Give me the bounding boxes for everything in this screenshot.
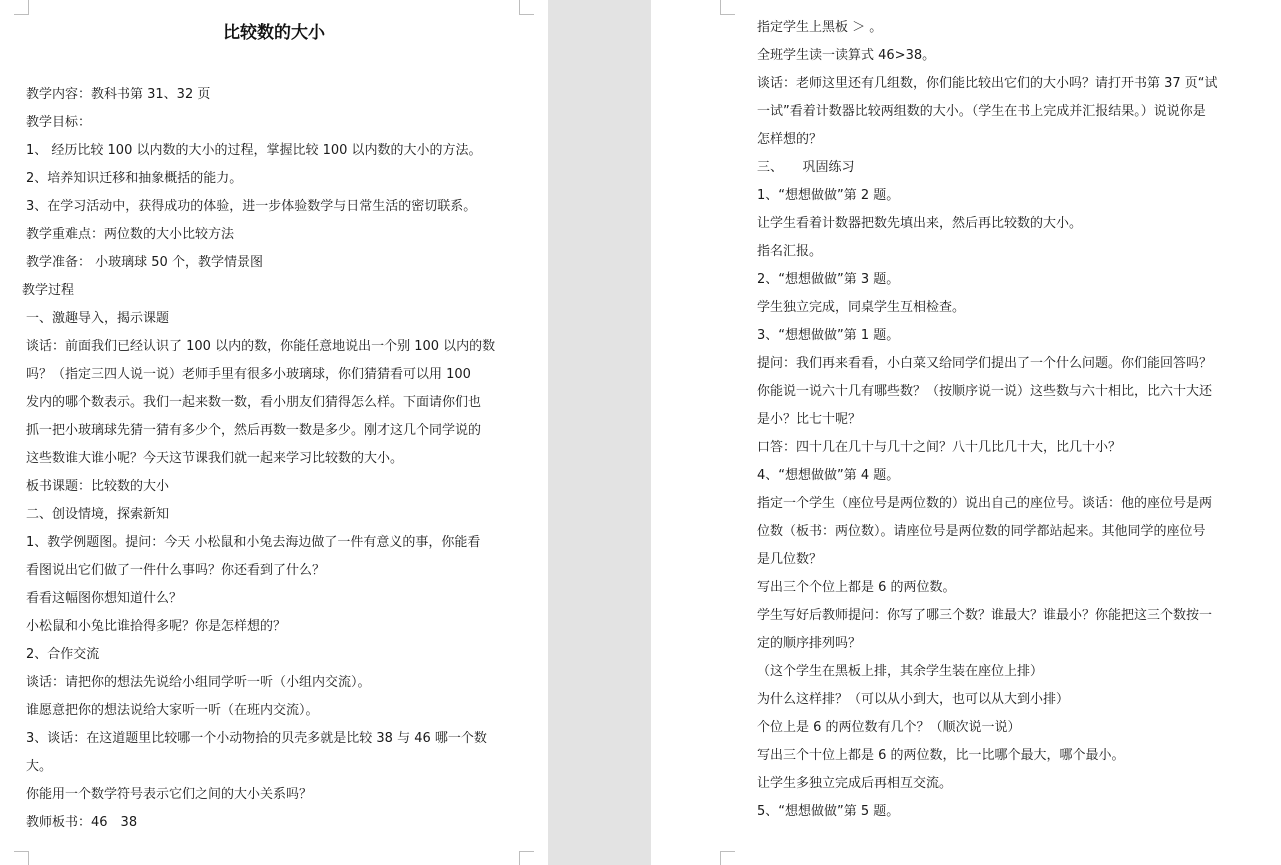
text-line: 全班学生读一读算式 46>38。 <box>757 48 936 63</box>
text-line: 学生独立完成，同桌学生互相检查。 <box>757 300 966 315</box>
text-line: 写出三个十位上都是 6 的两位数，比一比哪个最大，哪个最小。 <box>757 748 1125 763</box>
text-line: 1、 经历比较 100 以内数的大小的过程，掌握比较 100 以内数的大小的方法。 <box>26 143 482 158</box>
text-line: 2、合作交流 <box>26 647 100 662</box>
text-line: 3、谈话：在这道题里比较哪一个小动物拾的贝壳多就是比较 38 与 46 哪一个数 <box>26 731 487 746</box>
text-line: 你能用一个数学符号表示它们之间的大小关系吗？ <box>26 787 313 802</box>
page-1-body <box>22 81 531 837</box>
text-line: 为什么这样排？（可以从小到大，也可以从大到小排） <box>757 692 1070 707</box>
margin-corner-mark <box>519 0 534 15</box>
text-line: 大。 <box>26 759 53 774</box>
document-title: 比较数的大小 <box>223 23 325 43</box>
text-line: 教学重难点：两位数的大小比较方法 <box>26 227 235 242</box>
text-line: 指定学生上黑板 ＞ 。 <box>757 20 883 35</box>
text-line: 5、“想想做做”第 5 题。 <box>757 804 900 819</box>
text-line: 谈话：老师这里还有几组数，你们能比较出它们的大小吗？请打开书第 37 页“试 <box>757 76 1218 91</box>
text-line: 位数（板书：两位数）。请座位号是两位数的同学都站起来。其他同学的座位号 <box>757 524 1206 539</box>
text-line: 学生写好后教师提问：你写了哪三个数？谁最大？谁最小？你能把这三个数按一 <box>757 608 1213 623</box>
margin-corner-mark <box>14 0 29 15</box>
text-line: 指名汇报。 <box>757 244 823 259</box>
text-line: 谁愿意把你的想法说给大家听一听（在班内交流）。 <box>26 703 319 718</box>
text-line: 2、培养知识迁移和抽象概括的能力。 <box>26 171 243 186</box>
text-line: 是几位数？ <box>757 552 823 567</box>
text-line: 让学生看着计数器把数先填出来，然后再比较数的大小。 <box>757 216 1083 231</box>
text-line: 3、在学习活动中，获得成功的体验，进一步体验数学与日常生活的密切联系。 <box>26 199 477 214</box>
text-line: 4、“想想做做”第 4 题。 <box>757 468 900 483</box>
text-line: （这个学生在黑板上排，其余学生装在座位上排） <box>757 664 1044 679</box>
text-line: 这些数谁大谁小呢？今天这节课我们就一起来学习比较数的大小。 <box>26 451 404 466</box>
text-line: 让学生多独立完成后再相互交流。 <box>757 776 953 791</box>
text-line: 提问：我们再来看看，小白菜又给同学们提出了一个什么问题。你们能回答吗？ <box>757 356 1213 371</box>
margin-corner-mark <box>14 851 29 865</box>
text-line: 板书课题：比较数的大小 <box>26 479 170 494</box>
margin-corner-mark <box>720 851 735 865</box>
text-line: 抓一把小玻璃球先猜一猜有多少个，然后再数一数是多少。刚才这几个同学说的 <box>26 423 482 438</box>
text-line: 看看这幅图你想知道什么？ <box>26 591 183 606</box>
text-line: 教师板书：46 38 <box>26 815 138 830</box>
text-line: 定的顺序排列吗？ <box>757 636 862 651</box>
text-line: 是小？比七十呢？ <box>757 412 862 427</box>
text-line: 个位上是 6 的两位数有几个？（顺次说一说） <box>757 720 1021 735</box>
text-line: 谈话：请把你的想法先说给小组同学听一听（小组内交流）。 <box>26 675 371 690</box>
text-line: 谈话：前面我们已经认识了 100 以内的数，你能任意地说出一个别 100 以内的数 <box>26 339 496 354</box>
text-line: 教学准备： 小玻璃球 50 个，教学情景图 <box>26 255 263 270</box>
margin-corner-mark <box>519 851 534 865</box>
text-line: 1、教学例题图。提问：今天 小松鼠和小兔去海边做了一件有意义的事，你能看 <box>26 535 481 550</box>
document-page-2 <box>651 0 1281 865</box>
text-line: 口答：四十几在几十与几十之间？八十几比几十大，比几十小？ <box>757 440 1122 455</box>
text-line: 写出三个个位上都是 6 的两位数。 <box>757 580 956 595</box>
text-line: 1、“想想做做”第 2 题。 <box>757 188 900 203</box>
text-line: 小松鼠和小兔比谁拾得多呢？你是怎样想的？ <box>26 619 287 634</box>
text-line: 二、创设情境，探索新知 <box>26 507 170 522</box>
text-line: 三、 巩固练习 <box>757 160 855 175</box>
text-line: 一试”看着计数器比较两组数的大小。（学生在书上完成并汇报结果。）说说你是 <box>757 104 1206 119</box>
text-line: 怎样想的？ <box>757 132 823 147</box>
text-line: 吗？（指定三四人说一说）老师手里有很多小玻璃球，你们猜猜看可以用 100 <box>26 367 471 382</box>
document-page-1 <box>0 0 548 865</box>
text-line: 指定一个学生（座位号是两位数的）说出自己的座位号。谈话：他的座位号是两 <box>757 496 1213 511</box>
text-line: 发内的哪个数表示。我们一起来数一数，看小朋友们猜得怎么样。下面请你们也 <box>26 395 482 410</box>
text-line: 3、“想想做做”第 1 题。 <box>757 328 900 343</box>
text-line: 一、激趣导入，揭示课题 <box>26 311 170 326</box>
text-line: 教学内容：教科书第 31、32 页 <box>26 87 211 102</box>
text-line: 教学目标： <box>26 115 92 130</box>
text-line: 2、“想想做做”第 3 题。 <box>757 272 900 287</box>
margin-corner-mark <box>720 0 735 15</box>
text-line: 看图说出它们做了一件什么事吗？你还看到了什么？ <box>26 563 326 578</box>
text-line: 你能说一说六十几有哪些数？（按顺序说一说）这些数与六十相比，比六十大还 <box>757 384 1213 399</box>
text-line: 教学过程 <box>22 283 75 298</box>
page-2-body <box>757 14 1267 826</box>
